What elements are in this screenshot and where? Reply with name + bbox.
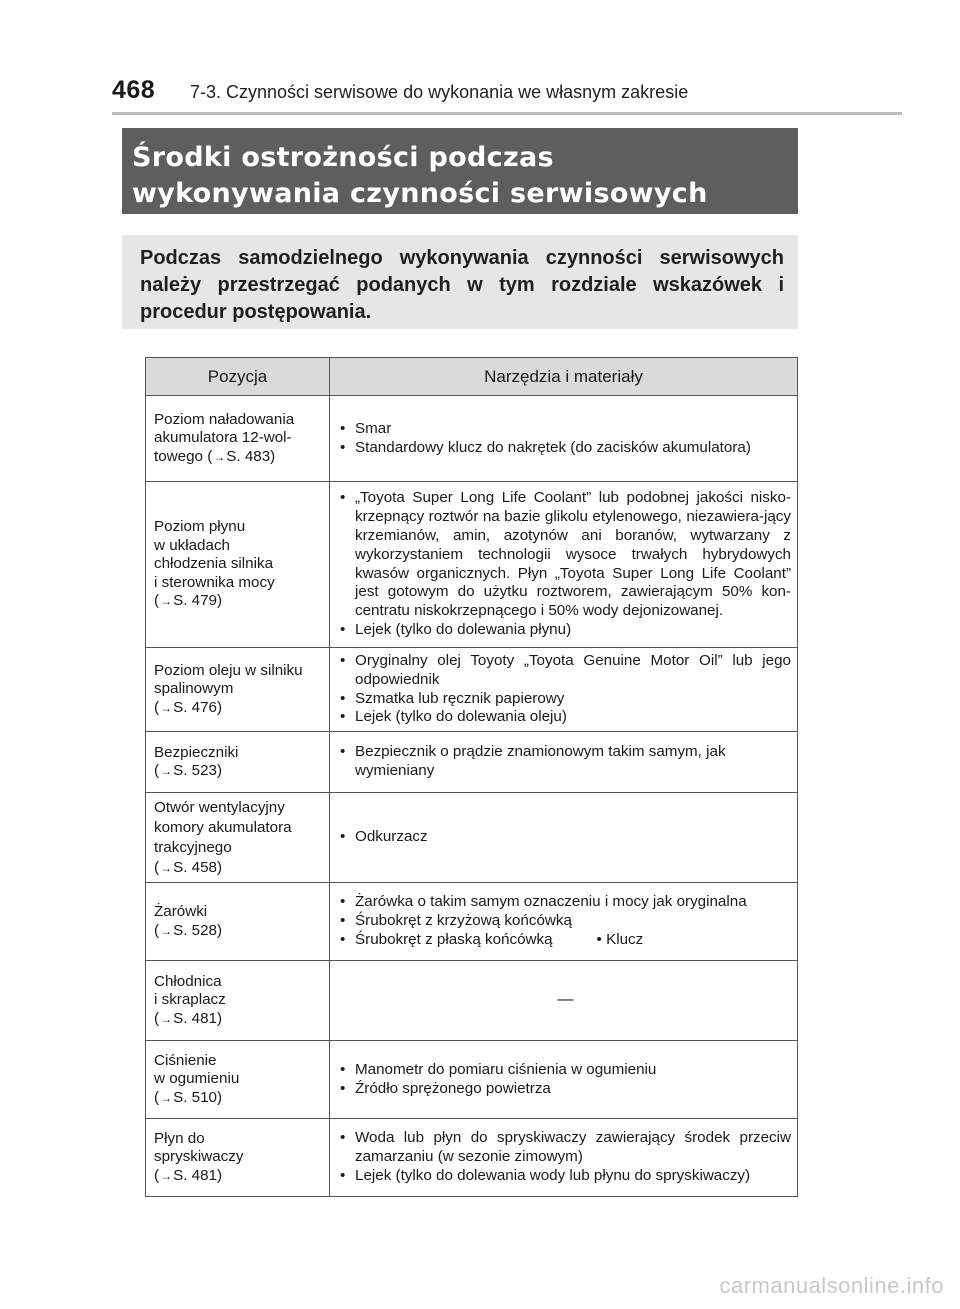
list-item: [340, 931, 791, 950]
arrow-right-icon: →: [160, 764, 173, 778]
list-item: • Lejek (tylko do dolewania wody lub płynu do spryskiwaczy): [340, 1167, 791, 1186]
table-row: [146, 648, 798, 732]
table-row: [146, 1041, 798, 1119]
page-reference: S. 483): [226, 447, 276, 465]
position-text: Żarówki (: [154, 903, 208, 939]
title-line-1: Środki ostrożności podczas: [132, 142, 554, 173]
page-reference: S. 523): [173, 762, 223, 779]
table-row: [146, 883, 798, 961]
list-item: • Szmatka lub ręcznik papierowy: [340, 690, 791, 709]
position-cell: [146, 793, 330, 883]
tools-cell: —: [330, 961, 798, 1041]
arrow-right-icon: →: [160, 594, 173, 609]
position-text: Otwór wentylacyjny komory akumulatora trakcyjnego (: [154, 798, 292, 876]
list-item: • Bezpiecznik o prądzie znamionowym takim samym, jak wymieniany: [340, 743, 791, 781]
table-row: [146, 482, 798, 648]
intro-text: Podczas samodzielnego wykonywania czynności serwisowych należy przestrzegać podanych w tym rozdziale wskazówek i procedur postępowania.: [122, 235, 798, 329]
page-reference: S. 479): [173, 592, 223, 610]
list-item: • Śrubokręt z krzyżową końcówką: [340, 912, 791, 931]
position-text: Ciśnienie w ogumieniu (: [154, 1051, 240, 1106]
list-item: • Smar: [340, 420, 791, 439]
tools-cell: [330, 1041, 798, 1119]
arrow-right-icon: →: [160, 1090, 173, 1105]
tools-cell: [330, 648, 798, 732]
table-row: [146, 961, 798, 1041]
list-item: • Lejek (tylko do dolewania płynu): [340, 621, 791, 640]
list-item: • Źródło sprężonego powietrza: [340, 1080, 791, 1099]
page-header: [112, 76, 902, 106]
arrow-right-icon: →: [160, 700, 173, 715]
list-item: • Żarówka o takim samym oznaczeniu i mocy jak oryginalna: [340, 893, 791, 912]
table-header-row: [146, 358, 798, 396]
position-text: Poziom płynu w układach chłodzenia silnika i sterownika mocy (: [154, 518, 275, 610]
page-reference: S. 458): [173, 858, 223, 876]
position-text: Poziom naładowania akumulatora 12-wol- towego (: [154, 410, 295, 465]
title-line-2: wykonywania czynności serwisowych: [132, 178, 708, 209]
list-item: • Woda lub płyn do spryskiwaczy zawierający środek przeciw zamarzaniu (w sezonie zimowym): [340, 1129, 791, 1167]
arrow-right-icon: →: [160, 923, 173, 938]
page-reference: S. 481): [173, 1009, 223, 1027]
header-tools: Narzędzia i materiały: [330, 358, 798, 396]
header-position: Pozycja: [146, 358, 330, 396]
list-item: • „Toyota Super Long Life Coolant” lub podobnej jakości nisko-krzepnący roztwór na bazie glikolu etylenowego, niezawiera-jący krzemianów, amin, azotynów ani boranów, wytwarzany z wykorzystaniem technologii wysoce trwałych hybrydowych kwasów organicznych. Płyn „Toyota Super Long Life Coolant” jest gotowym do użytku roztworem, zawierającym 50% kon-centratu niskokrzepnącego i 50% wody dejonizowanej.: [340, 489, 791, 621]
arrow-right-icon: →: [160, 1011, 173, 1026]
inline-bullet: • Klucz: [596, 930, 644, 948]
position-cell: [146, 648, 330, 732]
position-cell: [146, 396, 330, 482]
page-reference: S. 481): [173, 1166, 223, 1184]
tools-cell: [330, 396, 798, 482]
arrow-right-icon: →: [160, 860, 173, 875]
table-row: [146, 1119, 798, 1197]
list-item: • Oryginalny olej Toyoty „Toyota Genuine Motor Oil” lub jego odpowiednik: [340, 652, 791, 690]
position-cell: [146, 961, 330, 1041]
position-cell: [146, 732, 330, 793]
position-text: Poziom oleju w silniku spalinowym (: [154, 661, 303, 716]
tools-cell: [330, 1119, 798, 1197]
position-cell: [146, 883, 330, 961]
position-text: Płyn do spryskiwaczy (: [154, 1129, 244, 1184]
header-divider: [112, 112, 902, 115]
tools-cell: [330, 732, 798, 793]
page-reference: S. 476): [173, 698, 223, 716]
page-reference: S. 510): [173, 1088, 223, 1106]
position-cell: [146, 1041, 330, 1119]
table-row: [146, 396, 798, 482]
list-item: • Manometr do pomiaru ciśnienia w ogumieniu: [340, 1061, 791, 1080]
table-row: [146, 793, 798, 883]
position-text: Bezpieczniki (: [154, 743, 239, 779]
position-cell: [146, 1119, 330, 1197]
page-number: 468: [112, 76, 156, 104]
position-cell: [146, 482, 330, 648]
tools-cell: [330, 883, 798, 961]
section-title: 7-3. Czynności serwisowe do wykonania we własnym zakresie: [190, 82, 689, 102]
title-banner: [122, 128, 798, 214]
page-reference: S. 528): [173, 921, 223, 939]
watermark-text: carmanualsonline.info: [719, 1273, 944, 1298]
list-item: • Odkurzacz: [340, 828, 791, 847]
list-item-text: Klucz: [606, 930, 644, 948]
position-text: Chłodnica i skraplacz (: [154, 972, 226, 1027]
list-item: • Standardowy klucz do nakrętek (do zacisków akumulatora): [340, 439, 791, 458]
tools-cell: [330, 482, 798, 648]
tools-table: [145, 357, 798, 1197]
list-item: • Lejek (tylko do dolewania oleju): [340, 708, 791, 727]
arrow-right-icon: →: [213, 449, 226, 464]
table-row: [146, 732, 798, 793]
tools-cell: [330, 793, 798, 883]
list-item-text: Śrubokręt z płaską końcówką: [355, 930, 553, 948]
arrow-right-icon: →: [160, 1168, 173, 1183]
